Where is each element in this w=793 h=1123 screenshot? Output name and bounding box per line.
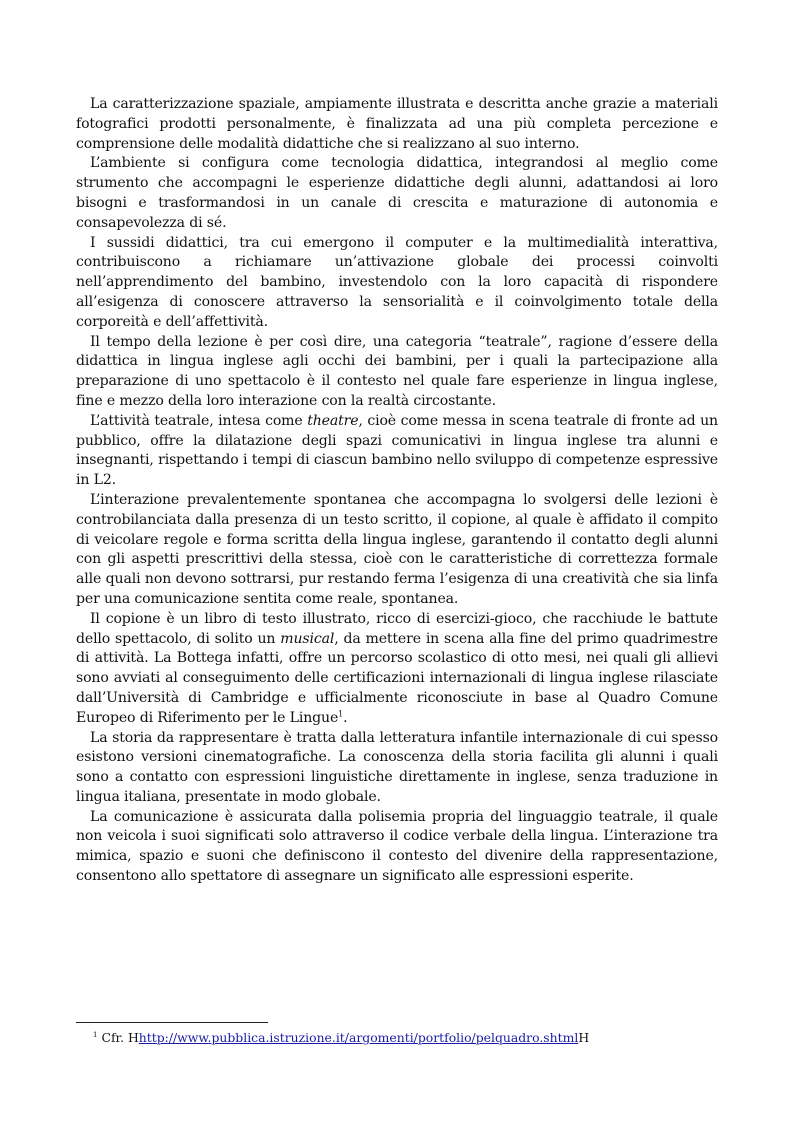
italic-term-musical: musical xyxy=(280,630,335,647)
text-span: , cioè come messa in scena teatrale di fronte ad un pubblico, offre la dilatazione degli spazi comunicativi in lingua inglese tra alunni e insegnanti, rispettando i tempi di ciascun bambino nello sviluppo di competenze espressive in L2. xyxy=(76,412,718,489)
paragraph-spatial-characterization: La caratterizzazione spaziale, ampiamente illustrata e descritta anche grazie a materiali fotografici prodotti personalmente, è finalizzata ad una più completa percezione e comprensione delle modalità didattiche che si realizzano al suo interno. xyxy=(76,96,718,152)
paragraph-environment: L’ambiente si configura come tecnologia didattica, integrandosi al meglio come strumento che accompagni le esperienze didattiche degli alunni, adattandosi ai loro bisogni e trasformandosi in un canale di crescita e maturazione di autonomia e consapevolezza di sé. xyxy=(76,155,718,231)
paragraph-teaching-aids: I sussidi didattici, tra cui emergono il computer e la multimedialità interattiva, contribuiscono a richiamare un’attivazione globale dei processi coinvolti nell’apprendimento del bambino, investendolo con la loro capacità di rispondere all’esigenza di conoscere attraverso la sensorialità e il coinvolgimento totale della corporeità e dell’affettività. xyxy=(76,234,718,330)
footnote-link[interactable]: http://www.pubblica.istruzione.it/argomenti/portfolio/pelquadro.shtml xyxy=(138,1030,579,1045)
text-span: L’attività teatrale, intesa come xyxy=(90,412,308,429)
footnote-separator xyxy=(76,1022,268,1023)
footnote-prefix: Cfr. H xyxy=(101,1030,139,1045)
text-span: , da mettere in scena alla fine del primo quadrimestre di attività. La Bottega infatti, offre un percorso scolastico di otto mesi, nei quali gli allievi sono avviati al conseguimento delle certificazioni internazionali di lingua inglese rilasciate dall’Università di Cambridge e ufficialmente riconosciute in base al Quadro Comune Europeo di Riferimento per le Lingue xyxy=(76,630,718,726)
footnote-reference[interactable]: 1 xyxy=(338,709,344,719)
paragraph-lesson-time: Il tempo della lezione è per così dire, una categoria “teatrale”, ragione d’essere della didattica in lingua inglese agli occhi dei bambini, per i quali la partecipazione alla preparazione di uno spettacolo è il contesto nel quale fare esperienze in lingua inglese, fine e mezzo della loro interazione con la realtà circostante. xyxy=(76,333,718,409)
footnote-suffix: H xyxy=(578,1030,590,1045)
paragraph-interaction: L’interazione prevalentemente spontanea che accompagna lo svolgersi delle lezioni è controbilanciata dalla presenza di un testo scritto, il copione, al quale è affidato il compito di veicolare regole e forma scritta della lingua inglese, garantendo il contatto degli alunni con gli aspetti prescrittivi della stessa, cioè con le caratteristiche di correttezza formale alle quali non devono sottrarsi, pur restando ferma l’esigenza di una creatività che sia linfa per una comunicazione sentita come reale, spontanea. xyxy=(76,491,718,607)
paragraph-story: La storia da rappresentare è tratta dalla letteratura infantile internazionale di cui spesso esistono versioni cinematografiche. La conoscenza della storia facilita gli alunni i quali sono a contatto con espressioni linguistiche direttamente in inglese, senza traduzione in lingua italiana, presentate in modo globale. xyxy=(76,729,718,805)
paragraph-theatre-activity xyxy=(76,412,718,491)
footnote xyxy=(93,1030,589,1046)
footnote-number: 1 xyxy=(93,1030,98,1039)
paragraph-communication: La comunicazione è assicurata dalla polisemia propria del linguaggio teatrale, il quale non veicola i suoi significati solo attraverso il codice verbale della lingua. L’interazione tra mimica, spazio e suoni che definiscono il contesto del divenire della rappresentazione, consentono allo spettatore di assegnare un significato alle espressioni esperite. xyxy=(76,808,718,885)
italic-term-theatre: theatre xyxy=(307,412,359,429)
text-span: Il copione è un libro di testo illustrato, ricco di esercizi-gioco, che racchiude le battute dello spettacolo, di solito un xyxy=(76,610,718,647)
paragraph-script xyxy=(76,610,718,729)
text-span: . xyxy=(343,709,348,726)
document-body xyxy=(76,95,718,887)
